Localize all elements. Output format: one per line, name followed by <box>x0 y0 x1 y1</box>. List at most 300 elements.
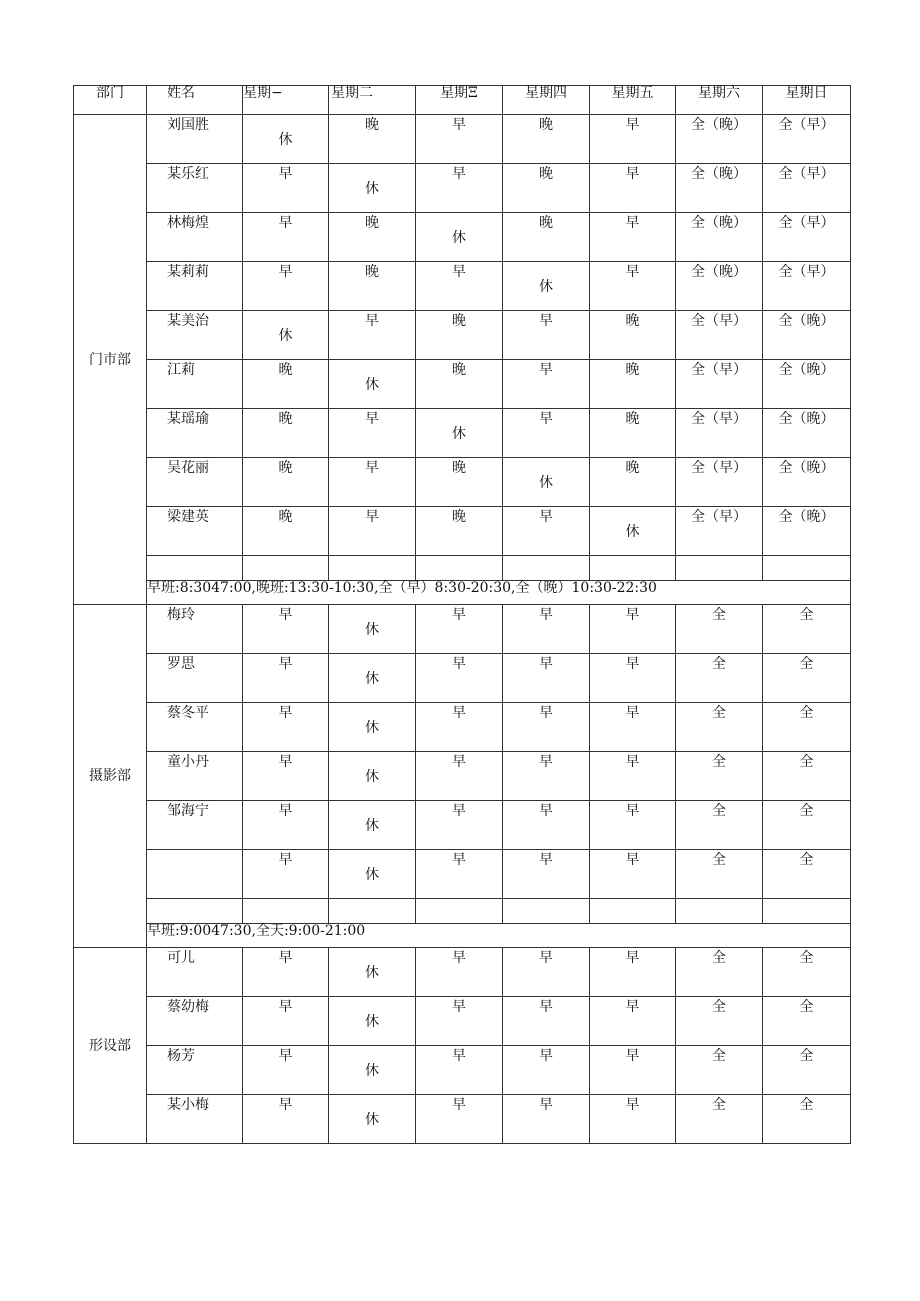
employee-name: 江莉 <box>167 362 195 378</box>
shift-value: 早 <box>625 117 640 133</box>
shift-cell <box>676 458 763 507</box>
table-row <box>74 360 851 409</box>
shift-value: 全（早） <box>691 411 747 427</box>
shift-cell <box>676 801 763 850</box>
shift-cell <box>503 1095 590 1144</box>
shift-cell <box>590 997 676 1046</box>
shift-rest: 休 <box>539 279 553 295</box>
shift-value: 早 <box>365 460 379 476</box>
shift-cell <box>329 262 416 311</box>
shift-cell <box>590 850 676 899</box>
shift-value: 全（晚） <box>778 411 835 427</box>
shift-value: 晚 <box>452 460 466 476</box>
shift-value: 早 <box>365 411 379 427</box>
shift-value: 早 <box>278 215 293 231</box>
shift-cell <box>329 409 416 458</box>
shift-cell <box>763 948 851 997</box>
table-row <box>74 850 851 899</box>
department-cell: 摄影部 <box>74 605 147 948</box>
shift-cell <box>329 850 416 899</box>
shift-cell <box>590 409 676 458</box>
shift-cell <box>503 458 590 507</box>
shift-cell <box>676 654 763 703</box>
shift-value: 全（晚） <box>691 166 747 182</box>
shift-cell <box>503 360 590 409</box>
employee-name: 杨芳 <box>167 1048 195 1064</box>
shift-value: 早 <box>625 705 640 721</box>
empty-cell <box>243 556 329 581</box>
shift-value: 晚 <box>452 313 466 329</box>
shift-cell <box>416 1095 503 1144</box>
shift-cell <box>590 115 676 164</box>
employee-name-cell <box>147 605 243 654</box>
shift-value: 早 <box>452 1048 466 1064</box>
shift-value: 全 <box>712 999 726 1015</box>
shift-cell <box>676 115 763 164</box>
empty-cell <box>676 556 763 581</box>
employee-name: 蔡幼梅 <box>167 999 209 1015</box>
shift-cell <box>329 507 416 556</box>
shift-cell <box>416 752 503 801</box>
shift-value: 早 <box>278 1097 293 1113</box>
shift-value: 全 <box>799 705 814 721</box>
shift-cell <box>416 703 503 752</box>
shift-cell <box>243 654 329 703</box>
shift-value: 全 <box>712 803 726 819</box>
shift-cell <box>503 948 590 997</box>
employee-name-cell <box>147 948 243 997</box>
shift-cell <box>329 801 416 850</box>
shift-value: 晚 <box>278 509 293 525</box>
shift-cell <box>329 213 416 262</box>
shift-value: 全（早） <box>778 166 835 182</box>
employee-name: 某莉莉 <box>167 264 209 280</box>
shift-cell <box>763 1095 851 1144</box>
table-row <box>74 164 851 213</box>
shift-cell <box>416 605 503 654</box>
shift-value: 全 <box>712 1048 726 1064</box>
shift-cell <box>329 948 416 997</box>
shift-cell <box>763 458 851 507</box>
shift-value: 晚 <box>365 117 379 133</box>
employee-name-cell <box>147 360 243 409</box>
shift-cell <box>416 360 503 409</box>
employee-name: 梁建英 <box>167 509 209 525</box>
shift-cell <box>763 752 851 801</box>
shift-cell <box>763 703 851 752</box>
shift-cell <box>590 360 676 409</box>
empty-cell <box>147 899 243 924</box>
table-row <box>74 213 851 262</box>
shift-value: 早 <box>278 166 293 182</box>
shift-value: 全 <box>799 1048 814 1064</box>
shift-value: 早 <box>452 803 466 819</box>
shift-value: 晚 <box>278 460 293 476</box>
shift-cell <box>416 997 503 1046</box>
shift-cell <box>590 654 676 703</box>
employee-name: 梅玲 <box>167 607 195 623</box>
employee-name-cell <box>147 654 243 703</box>
empty-cell <box>147 556 243 581</box>
shift-value: 晚 <box>539 117 553 133</box>
shift-value: 全（晚） <box>691 117 747 133</box>
shift-value: 早 <box>625 950 640 966</box>
empty-cell <box>329 556 416 581</box>
employee-name: 可儿 <box>167 950 195 966</box>
header-mon: 星期− <box>243 86 329 115</box>
shift-cell <box>416 458 503 507</box>
shift-cell <box>329 752 416 801</box>
employee-name: 某乐红 <box>167 166 209 182</box>
shift-cell <box>590 164 676 213</box>
shift-cell <box>676 605 763 654</box>
shift-cell <box>243 948 329 997</box>
shift-value: 早 <box>278 803 293 819</box>
shift-cell <box>763 605 851 654</box>
shift-value: 全 <box>799 999 814 1015</box>
shift-value: 全（早） <box>691 460 747 476</box>
shift-value: 早 <box>365 313 379 329</box>
shift-value: 早 <box>452 950 466 966</box>
table-row <box>74 507 851 556</box>
shift-cell <box>503 997 590 1046</box>
shift-value: 早 <box>278 656 293 672</box>
shift-rest: 休 <box>365 181 379 197</box>
shift-rest: 休 <box>625 524 640 540</box>
shift-value: 早 <box>539 950 553 966</box>
shift-cell <box>503 801 590 850</box>
empty-cell <box>503 899 590 924</box>
shift-cell <box>503 164 590 213</box>
shift-value: 晚 <box>539 215 553 231</box>
shift-value: 早 <box>539 1097 553 1113</box>
shift-cell <box>243 1046 329 1095</box>
header-tue: 星期二 <box>329 86 416 115</box>
shift-cell <box>590 458 676 507</box>
shift-cell <box>590 1046 676 1095</box>
shift-cell <box>329 311 416 360</box>
shift-cell <box>329 703 416 752</box>
shift-cell <box>329 997 416 1046</box>
shift-cell <box>763 850 851 899</box>
shift-value: 晚 <box>452 362 466 378</box>
shift-cell <box>329 1095 416 1144</box>
shift-value: 早 <box>625 852 640 868</box>
shift-value: 早 <box>278 1048 293 1064</box>
table-row <box>74 1095 851 1144</box>
shift-value: 全 <box>799 950 814 966</box>
shift-cell <box>590 703 676 752</box>
shift-cell <box>243 311 329 360</box>
shift-value: 早 <box>278 999 293 1015</box>
shift-cell <box>503 1046 590 1095</box>
shift-cell <box>676 752 763 801</box>
shift-value: 早 <box>625 1048 640 1064</box>
shift-value: 全 <box>712 607 726 623</box>
table-row <box>74 458 851 507</box>
employee-name-cell <box>147 801 243 850</box>
shift-cell <box>329 458 416 507</box>
shift-cell <box>503 752 590 801</box>
empty-cell <box>503 556 590 581</box>
shift-cell <box>676 948 763 997</box>
shift-cell <box>416 654 503 703</box>
shift-value: 全 <box>712 754 726 770</box>
header-wed: 星期Ξ <box>416 86 503 115</box>
shift-value: 晚 <box>452 509 466 525</box>
shift-cell <box>416 164 503 213</box>
shift-cell <box>676 311 763 360</box>
shift-cell <box>763 507 851 556</box>
employee-name: 某瑶瑜 <box>167 411 209 427</box>
shift-value: 全 <box>712 852 726 868</box>
employee-name-cell <box>147 262 243 311</box>
shift-value: 早 <box>625 999 640 1015</box>
table-row <box>74 262 851 311</box>
shift-cell <box>763 654 851 703</box>
shift-cell <box>503 262 590 311</box>
empty-cell <box>416 556 503 581</box>
table-row <box>74 311 851 360</box>
table-row <box>74 654 851 703</box>
shift-value: 早 <box>625 1097 640 1113</box>
shift-value: 早 <box>278 852 293 868</box>
shift-value: 早 <box>452 705 466 721</box>
shift-rest: 休 <box>365 769 379 785</box>
shift-cell <box>416 850 503 899</box>
table-row <box>74 948 851 997</box>
shift-value: 全（晚） <box>778 362 835 378</box>
shift-rest: 休 <box>365 818 379 834</box>
shift-value: 全（早） <box>691 313 747 329</box>
shift-cell <box>590 1095 676 1144</box>
header-dept: 部门 <box>74 86 147 115</box>
shift-rest: 休 <box>365 965 379 981</box>
shift-value: 早 <box>625 166 640 182</box>
empty-cell <box>416 899 503 924</box>
shift-cell <box>590 213 676 262</box>
shift-value: 早 <box>539 607 553 623</box>
shift-value: 晚 <box>539 166 553 182</box>
shift-cell <box>243 801 329 850</box>
employee-name-cell <box>147 752 243 801</box>
shift-cell <box>243 115 329 164</box>
table-row <box>74 801 851 850</box>
shift-rest: 休 <box>365 671 379 687</box>
empty-cell <box>763 556 851 581</box>
shift-cell <box>243 752 329 801</box>
shift-cell <box>329 115 416 164</box>
employee-name-cell <box>147 703 243 752</box>
employee-name-cell <box>147 997 243 1046</box>
shift-cell <box>590 605 676 654</box>
employee-name: 某小梅 <box>167 1097 209 1113</box>
shift-value: 全 <box>799 754 814 770</box>
shift-value: 早 <box>539 999 553 1015</box>
table-row <box>74 752 851 801</box>
employee-name: 罗思 <box>167 656 195 672</box>
empty-cell <box>590 899 676 924</box>
table-row <box>74 1046 851 1095</box>
department-cell: 门市部 <box>74 115 147 605</box>
shift-cell <box>243 997 329 1046</box>
shift-rest: 休 <box>365 720 379 736</box>
shift-cell <box>503 654 590 703</box>
empty-cell <box>763 899 851 924</box>
shift-value: 全 <box>712 705 726 721</box>
shift-value: 全（早） <box>691 509 747 525</box>
shift-cell <box>763 997 851 1046</box>
shift-cell <box>763 213 851 262</box>
shift-value: 早 <box>452 852 466 868</box>
shift-cell <box>590 507 676 556</box>
shift-cell <box>590 311 676 360</box>
shift-cell <box>329 1046 416 1095</box>
shift-cell <box>243 703 329 752</box>
employee-name: 吴花丽 <box>167 460 209 476</box>
employee-name-cell <box>147 409 243 458</box>
shift-cell <box>243 458 329 507</box>
shift-value: 全（晚） <box>691 215 747 231</box>
employee-name-cell <box>147 311 243 360</box>
shift-value: 全 <box>712 656 726 672</box>
empty-cell <box>590 556 676 581</box>
schedule-table <box>73 85 851 1144</box>
shift-cell <box>676 1046 763 1095</box>
header-sat: 星期六 <box>676 86 763 115</box>
employee-name-cell <box>147 1095 243 1144</box>
employee-name: 某美治 <box>167 313 209 329</box>
shift-cell <box>763 409 851 458</box>
shift-cell <box>243 507 329 556</box>
shift-value: 全（早） <box>778 117 835 133</box>
header-name: 姓名 <box>147 86 243 115</box>
shift-cell <box>676 360 763 409</box>
shift-value: 全 <box>712 1097 726 1113</box>
shift-cell <box>416 262 503 311</box>
shift-value: 全 <box>799 656 814 672</box>
shift-value: 早 <box>539 754 553 770</box>
header-sun: 星期日 <box>763 86 851 115</box>
shift-value: 晚 <box>625 313 640 329</box>
shift-value: 早 <box>278 754 293 770</box>
shift-value: 早 <box>278 607 293 623</box>
employee-name-cell <box>147 458 243 507</box>
shift-cell <box>243 409 329 458</box>
shift-value: 早 <box>625 803 640 819</box>
shift-cell <box>416 311 503 360</box>
employee-name: 林梅煌 <box>167 215 209 231</box>
table-row <box>74 605 851 654</box>
shift-value: 早 <box>365 509 379 525</box>
shift-cell <box>503 605 590 654</box>
shift-value: 早 <box>625 754 640 770</box>
shift-value: 晚 <box>278 411 293 427</box>
shift-value: 早 <box>625 264 640 280</box>
shift-value: 早 <box>539 362 553 378</box>
shift-value: 早 <box>625 607 640 623</box>
shift-cell <box>590 752 676 801</box>
employee-name: 童小丹 <box>167 754 209 770</box>
shift-cell <box>416 1046 503 1095</box>
shift-cell <box>763 115 851 164</box>
shift-cell <box>590 948 676 997</box>
shift-value: 全（晚） <box>778 509 835 525</box>
shift-value: 早 <box>539 852 553 868</box>
shift-value: 全（早） <box>778 215 835 231</box>
shift-cell <box>676 213 763 262</box>
shift-cell <box>503 507 590 556</box>
shift-cell <box>503 115 590 164</box>
shift-value: 早 <box>452 166 466 182</box>
shift-value: 早 <box>452 607 466 623</box>
employee-name-cell <box>147 115 243 164</box>
shift-value: 全（晚） <box>778 460 835 476</box>
shift-value: 早 <box>539 705 553 721</box>
empty-row <box>74 556 851 581</box>
shift-value: 早 <box>539 509 553 525</box>
shift-cell <box>503 311 590 360</box>
shift-rest: 休 <box>539 475 553 491</box>
shift-value: 全（早） <box>778 264 835 280</box>
shift-rest: 休 <box>365 1014 379 1030</box>
shift-rest: 休 <box>278 328 293 344</box>
shift-cell <box>416 948 503 997</box>
header-thu: 星期四 <box>503 86 590 115</box>
shift-value: 晚 <box>278 362 293 378</box>
department-cell: 形设部 <box>74 948 147 1144</box>
shift-cell <box>676 1095 763 1144</box>
shift-cell <box>676 409 763 458</box>
empty-cell <box>329 899 416 924</box>
empty-cell <box>243 899 329 924</box>
shift-cell <box>329 654 416 703</box>
empty-row <box>74 899 851 924</box>
shift-rest: 休 <box>452 230 466 246</box>
shift-value: 早 <box>625 215 640 231</box>
shift-cell <box>763 311 851 360</box>
shift-value: 全 <box>799 803 814 819</box>
shift-cell <box>676 507 763 556</box>
shift-value: 早 <box>452 264 466 280</box>
shift-cell <box>763 1046 851 1095</box>
shift-value: 晚 <box>365 215 379 231</box>
shift-value: 晚 <box>625 411 640 427</box>
shift-value: 早 <box>452 1097 466 1113</box>
shift-cell <box>763 164 851 213</box>
shift-note-row <box>74 924 851 948</box>
shift-rest: 休 <box>365 377 379 393</box>
schedule-body <box>74 86 851 1144</box>
shift-value: 早 <box>278 264 293 280</box>
shift-value: 早 <box>539 411 553 427</box>
shift-cell <box>329 164 416 213</box>
shift-cell <box>590 801 676 850</box>
shift-value: 早 <box>452 117 466 133</box>
shift-cell <box>503 213 590 262</box>
shift-value: 早 <box>452 656 466 672</box>
employee-name-cell <box>147 1046 243 1095</box>
shift-times-note: 早班:8:3047:00,晚班:13:30-10:30,全（早）8:30-20:30,全（晚）10:30-22:30 <box>147 581 851 605</box>
shift-value: 早 <box>452 754 466 770</box>
shift-note-row <box>74 581 851 605</box>
employee-name: 邹海宁 <box>167 803 209 819</box>
shift-cell <box>243 605 329 654</box>
employee-name: 蔡冬平 <box>167 705 209 721</box>
shift-value: 早 <box>625 656 640 672</box>
shift-cell <box>243 360 329 409</box>
shift-value: 全（早） <box>691 362 747 378</box>
